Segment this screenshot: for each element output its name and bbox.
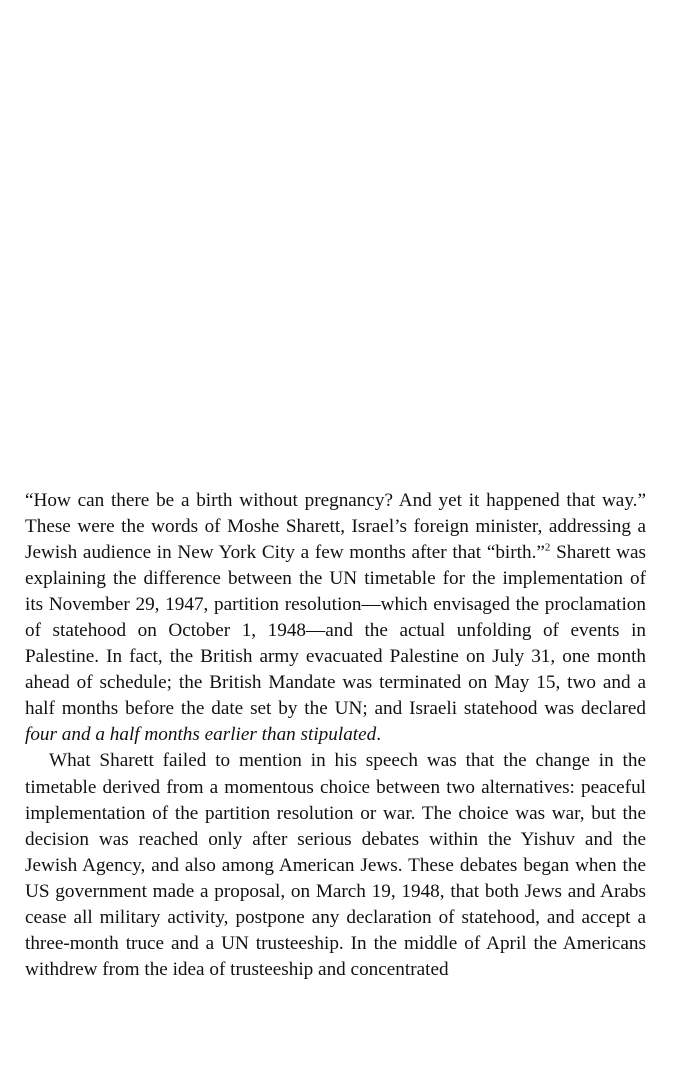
paragraph-1-end: . xyxy=(376,724,382,746)
emphasized-phrase: four and a half months earlier than stipulated xyxy=(25,724,377,746)
paragraph-2: What Sharett failed to mention in his speech was that the change in the timetable derived from a momentous choice between two alternatives: peaceful implementation of the partition resolution or war. The choice was war, but the decision was reached only after serious debates within the Yishuv and the Jewish Agency, and also among American Jews. These debates began when the US government made a proposal, on March 19, 1948, that both Jews and Arabs cease all military activity, postpone any declaration of statehood, and accept a three-month truce and a UN trusteeship. In the middle of April the Americans withdrew from the idea of trusteeship and concentrated xyxy=(25,750,646,980)
paragraph-1-part-1: “How can there be a birth without pregnancy? And yet it happened that way.” These were the words of Moshe Sharett, Israel’s foreign minister, addressing a Jewish audience in New York City a few months after that “birth.” xyxy=(25,490,646,564)
footnote-reference[interactable]: 2 xyxy=(544,541,551,554)
body-text xyxy=(25,488,646,983)
paragraph-1-part-2: Sharett was explaining the difference between the UN timetable for the implementation of its November 29, 1947, partition resolution—which envisaged the proclamation of statehood on October 1, 1948—and the actual unfolding of events in Palestine. In fact, the British army evacuated Palestine on July 31, one month ahead of schedule; the British Mandate was terminated on May 15, two and a half months before the date set by the UN; and Israeli statehood was declared xyxy=(25,542,646,720)
paragraph-1 xyxy=(25,488,646,748)
